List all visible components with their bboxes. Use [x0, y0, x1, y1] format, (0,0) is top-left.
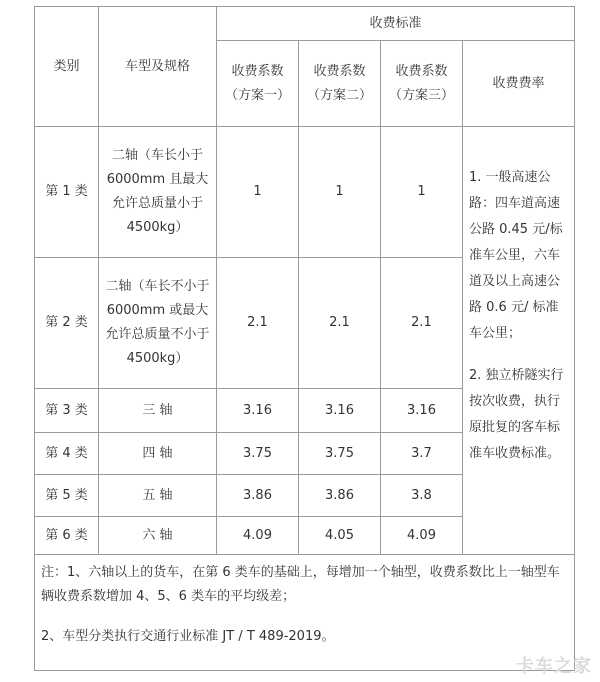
row-category: 第 2 类 — [35, 258, 99, 389]
row-category: 第 4 类 — [35, 433, 99, 475]
watermark-logo: 卡车之家 — [516, 656, 592, 677]
row-coef-3: 3.16 — [381, 389, 463, 433]
row-category: 第 1 类 — [35, 127, 99, 258]
row-category: 第 6 类 — [35, 517, 99, 555]
rate-paragraph-2: 2. 独立桥隧实行按次收费，执行原批复的客车标准车收费标准。 — [469, 368, 564, 461]
fee-table-frame — [34, 6, 574, 670]
header-model-spec: 车型及规格 — [99, 7, 217, 127]
row-coef-2: 1 — [299, 127, 381, 258]
row-coef-1: 3.16 — [217, 389, 299, 433]
row-coef-2: 3.16 — [299, 389, 381, 433]
rate-cell — [463, 127, 575, 555]
row-coef-1: 4.09 — [217, 517, 299, 555]
row-coef-3: 2.1 — [381, 258, 463, 389]
row-coef-1: 1 — [217, 127, 299, 258]
row-category: 第 3 类 — [35, 389, 99, 433]
row-category: 第 5 类 — [35, 475, 99, 517]
note-1: 注：1、六轴以上的货车，在第 6 类车的基础上，每增加一个轴型，收费系数比上一轴型车辆收费系数增加 4、5、6 类车的平均级差； — [41, 565, 560, 604]
header-category: 类别 — [35, 7, 99, 127]
fee-standard-table — [34, 6, 575, 671]
header-rate: 收费费率 — [463, 41, 575, 127]
row-coef-3: 3.7 — [381, 433, 463, 475]
rate-paragraph-1: 1. 一般高速公路：四车道高速公路 0.45 元/标准车公里，六车道及以上高速公路 0.6 元/ 标准车公里； — [469, 170, 563, 341]
header-standard-group: 收费标准 — [217, 7, 575, 41]
row-coef-2: 3.86 — [299, 475, 381, 517]
row-coef-1: 2.1 — [217, 258, 299, 389]
note-2: 2、车型分类执行交通行业标准 JT / T 489-2019。 — [41, 629, 335, 644]
header-coef-plan-1: 收费系数（方案一） — [217, 41, 299, 127]
row-spec: 四 轴 — [99, 433, 217, 475]
row-coef-3: 3.8 — [381, 475, 463, 517]
header-coef-plan-2: 收费系数（方案二） — [299, 41, 381, 127]
row-coef-3: 4.09 — [381, 517, 463, 555]
row-coef-1: 3.75 — [217, 433, 299, 475]
row-coef-3: 1 — [381, 127, 463, 258]
notes-cell — [35, 555, 575, 671]
row-spec: 二轴（车长小于6000mm 且最大允许总质量小于4500kg） — [99, 127, 217, 258]
header-coef-plan-3: 收费系数（方案三） — [381, 41, 463, 127]
row-spec: 二轴（车长不小于6000mm 或最大允许总质量不小于4500kg） — [99, 258, 217, 389]
row-spec: 六 轴 — [99, 517, 217, 555]
row-coef-1: 3.86 — [217, 475, 299, 517]
row-coef-2: 3.75 — [299, 433, 381, 475]
row-spec: 三 轴 — [99, 389, 217, 433]
row-coef-2: 4.05 — [299, 517, 381, 555]
table-row — [35, 127, 575, 258]
row-coef-2: 2.1 — [299, 258, 381, 389]
row-spec: 五 轴 — [99, 475, 217, 517]
